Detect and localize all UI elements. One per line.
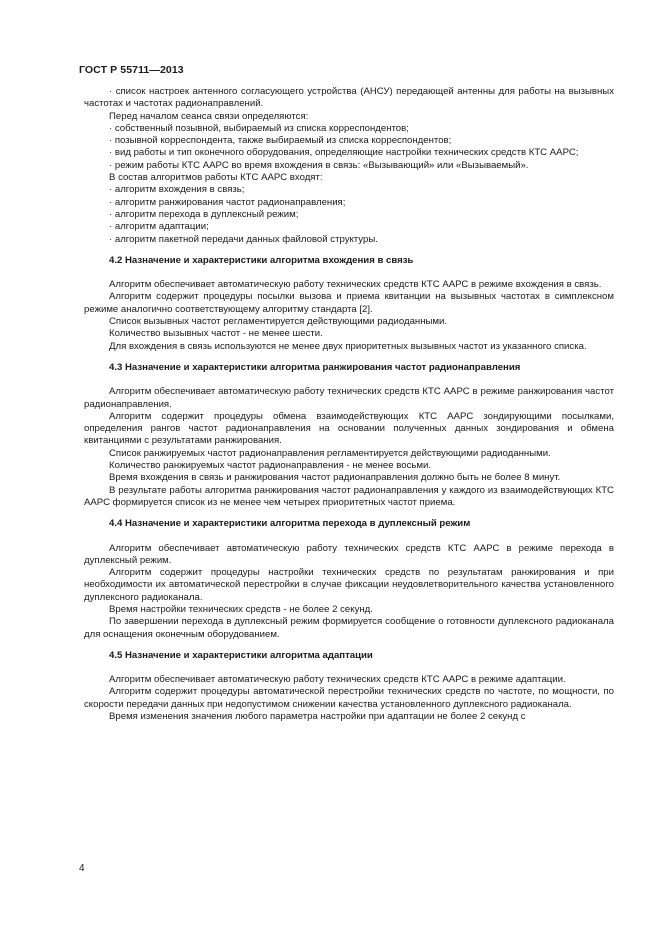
paragraph: Время вхождения в связь и ранжирования частот радионаправления должно быть не более 8 минут.: [109, 472, 561, 484]
section-heading: 4.5 Назначение и характеристики алгоритма адаптации: [109, 649, 373, 661]
paragraph: · список настроек антенного согласующего устройства (АНСУ) передающей антенны для работы на вызывных частотах и частотах радионаправлений.: [84, 86, 614, 110]
paragraph: Алгоритм содержит процедуры автоматической перестройки технических средств по частоте, по мощности, по скорости передачи данных при недопустимом снижении качества установленного дуплексного радиоканала.: [84, 686, 614, 710]
paragraph: · алгоритм перехода в дуплексный режим;: [109, 208, 299, 220]
paragraph: · режим работы КТС ААРС во время вхождения в связь: «Вызывающий» или «Вызываемый».: [109, 159, 529, 171]
paragraph: Список вызывных частот регламентируется действующими радиоданными.: [109, 316, 448, 328]
paragraph: · алгоритм ранжирования частот радионаправления;: [109, 196, 346, 208]
paragraph: Алгоритм содержит процедуры посылки вызова и приема квитанции на вызывных частотах в симплексном режиме аналогично соответствующему алгоритму стандарта [2].: [84, 291, 614, 315]
paragraph: · позывной корреспондента, также выбираемый из списка корреспондентов;: [109, 135, 452, 147]
paragraph: · вид работы и тип оконечного оборудования, определяющие настройки технических средств КТС ААРС;: [109, 147, 579, 159]
page-number: 4: [79, 863, 85, 874]
paragraph: В результате работы алгоритма ранжирования частот радионаправления у каждого из взаимодействующих КТС ААРС формируется список из не менее чем четырех приоритетных частот приема.: [84, 484, 614, 508]
paragraph: Количество вызывных частот - не менее шести.: [109, 328, 323, 340]
paragraph: Для вхождения в связь используются не менее двух приоритетных вызывных частот из указанного списка.: [109, 340, 587, 352]
paragraph: · собственный позывной, выбираемый из списка корреспондентов;: [109, 122, 409, 134]
paragraph: В состав алгоритмов работы КТС ААРС входят:: [109, 172, 323, 184]
paragraph: · алгоритм адаптации;: [109, 221, 209, 233]
section-heading: 4.4 Назначение и характеристики алгоритма перехода в дуплексный режим: [109, 518, 471, 530]
section-heading: 4.3 Назначение и характеристики алгоритма ранжирования частот радионаправления: [109, 361, 521, 373]
document-body: [84, 86, 614, 723]
paragraph: Алгоритм содержит процедуры настройки технических средств по результатам ранжирования и при необходимости их автоматической перестройки в случае фиксации неудовлетворительного качества установленного дуплексного радиоканала.: [84, 567, 614, 603]
running-header: ГОСТ Р 55711—2013: [79, 64, 184, 76]
section-heading: 4.2 Назначение и характеристики алгоритма вхождения в связь: [109, 254, 414, 266]
paragraph: Алгоритм обеспечивает автоматическую работу технических средств КТС ААРС в режиме ранжирования частот радионаправления.: [84, 386, 614, 410]
paragraph: Список ранжируемых частот радионаправления регламентируется действующими радиоданными.: [109, 447, 551, 459]
paragraph: Алгоритм содержит процедуры обмена взаимодействующих КТС ААРС зондирующими посылками, определения рангов частот радионаправления на основании полученных данных зондирования и обмена квитанциями с результатами ранжирования.: [84, 410, 614, 447]
paragraph: По завершении перехода в дуплексный режим формируется сообщение о готовности дуплексного радиоканала для оснащения оконечным оборудованием.: [84, 616, 614, 640]
paragraph: · алгоритм пакетной передачи данных файловой структуры.: [109, 233, 378, 245]
paragraph: Перед началом сеанса связи определяются:: [109, 110, 309, 122]
paragraph: Время настройки технических средств - не более 2 секунд.: [109, 603, 373, 615]
paragraph: · алгоритм вхождения в связь;: [109, 184, 245, 196]
paragraph: Алгоритм обеспечивает автоматическую работу технических средств КТС ААРС в режиме вхождения в связь.: [109, 279, 602, 291]
paragraph: Алгоритм обеспечивает автоматическую работу технических средств КТС ААРС в режиме перехода в дуплексный режим.: [84, 542, 614, 566]
paragraph: Количество ранжируемых частот радионаправления - не менее восьми.: [109, 460, 431, 472]
paragraph: Алгоритм обеспечивает автоматическую работу технических средств КТС ААРС в режиме адаптации.: [109, 674, 566, 686]
paragraph: Время изменения значения любого параметра настройки при адаптации не более 2 секунд с: [109, 711, 526, 723]
